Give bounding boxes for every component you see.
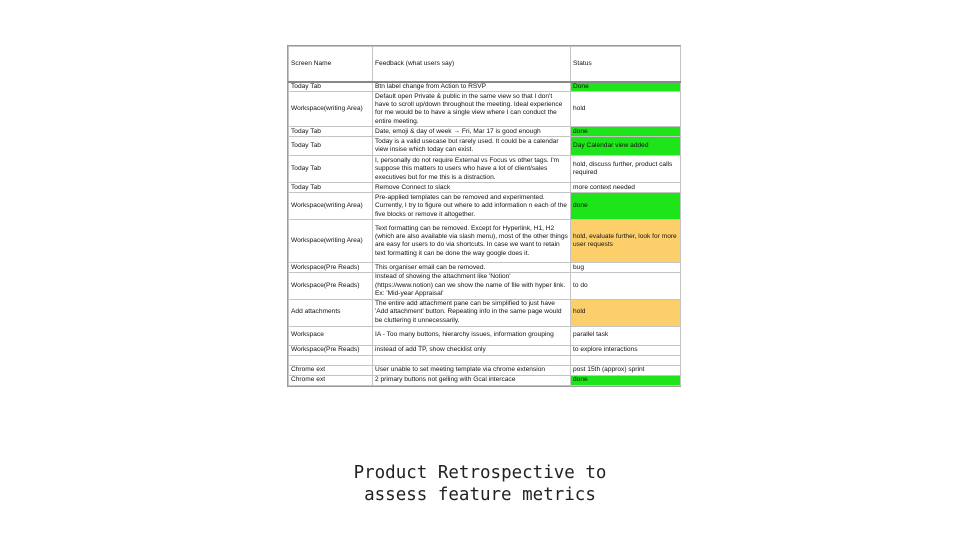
cell-status [571, 355, 681, 365]
cell-screen-name: Chrome ext [289, 365, 373, 375]
cell-feedback [373, 355, 571, 365]
cell-screen-name: Today Tab [289, 156, 373, 183]
cell-feedback: Pre-applied templates can be removed and experimented. Currently, I try to figure out where to add information n each of the five blocks or remove it altogether. [373, 193, 571, 220]
cell-screen-name: Workspace [289, 326, 373, 345]
cell-screen-name: Chrome ext [289, 375, 373, 385]
cell-screen-name: Workspace(Pre Reads) [289, 263, 373, 273]
cell-feedback: I, personally do not require External vs Focus vs other tags. I'm suppose this matters to users who have a lot of client/sales executives but for me this is a distraction. [373, 156, 571, 183]
cell-status: to explore interactions [571, 345, 681, 355]
cell-status: Day Calendar view added [571, 137, 681, 156]
cell-feedback: Text formatting can be removed. Except for Hyperlink, H1, H2 (which are also available via slash menu), most of the other things are easy for users to do via shortcuts. In case we want to retain text formatting it can be done the way google does it. [373, 220, 571, 263]
cell-screen-name: Workspace(writing Area) [289, 220, 373, 263]
cell-status: more context needed [571, 183, 681, 193]
cell-screen-name: Workspace(writing Area) [289, 92, 373, 127]
table-row [289, 365, 681, 375]
cell-screen-name: Workspace(Pre Reads) [289, 345, 373, 355]
cell-feedback: IA - Too many buttons, hierarchy issues, information grouping [373, 326, 571, 345]
cell-screen-name: Today Tab [289, 183, 373, 193]
cell-status: hold [571, 299, 681, 326]
slide-caption [0, 462, 960, 506]
cell-screen-name: Add attachments [289, 299, 373, 326]
cell-screen-name: Today Tab [289, 82, 373, 92]
cell-feedback: Default open Private & public in the same view so that I don't have to scroll up/down throughout the meeting. Ideal experience for me would be to have a single view where I can conduct the entire meeting. [373, 92, 571, 127]
table-header-row [289, 47, 681, 83]
cell-feedback: Remove Connect to slack [373, 183, 571, 193]
header-feedback: Feedback (what users say) [373, 47, 571, 83]
cell-feedback: User unable to set meeting template via chrome extension [373, 365, 571, 375]
table-row [289, 220, 681, 263]
cell-screen-name: Workspace(Pre Reads) [289, 273, 373, 299]
table-row [289, 273, 681, 299]
cell-feedback: The entire add attachment pane can be simplified to just have 'Add attachment' button. Repeating info in the same page would be cluttering it unnecessarily. [373, 299, 571, 326]
cell-status: post 15th (approx) sprint [571, 365, 681, 375]
cell-status: hold [571, 92, 681, 127]
cell-screen-name: Today Tab [289, 137, 373, 156]
cell-feedback: instead of add TP, show checklist only [373, 345, 571, 355]
table-row [289, 355, 681, 365]
caption-line-1: Product Retrospective to [353, 463, 607, 483]
header-status: Status [571, 47, 681, 83]
table-row [289, 137, 681, 156]
cell-status: to do [571, 273, 681, 299]
caption-line-2: assess feature metrics [364, 485, 596, 505]
table-row [289, 375, 681, 385]
table-row [289, 345, 681, 355]
table-row [289, 82, 681, 92]
cell-feedback: Instead of showing the attachment like 'Notion' (https://www.notion) can we show the name of file with hyper link. Ex: 'Mid-year Appraisal' [373, 273, 571, 299]
cell-screen-name [289, 355, 373, 365]
cell-feedback: Today is a valid usecase but rarely used. It could be a calendar view insise which today can exist. [373, 137, 571, 156]
table-row [289, 127, 681, 137]
table-row [289, 183, 681, 193]
table-row [289, 156, 681, 183]
cell-status: done [571, 375, 681, 385]
cell-feedback: 2 primary buttons not gelling with Gcal intercace [373, 375, 571, 385]
cell-feedback: Date, emoji & day of week → Fri, Mar 17 is good enough [373, 127, 571, 137]
cell-status: hold, evaluate further, look for more user requests [571, 220, 681, 263]
table-row [289, 326, 681, 345]
cell-feedback: Btn label change from Action to RSVP [373, 82, 571, 92]
table-row [289, 193, 681, 220]
feedback-table [288, 46, 681, 386]
cell-status: hold, discuss further, product calls required [571, 156, 681, 183]
table-row [289, 92, 681, 127]
feedback-table-screenshot [287, 45, 681, 387]
cell-status: done [571, 127, 681, 137]
cell-status: parallel task [571, 326, 681, 345]
cell-status: Done [571, 82, 681, 92]
table-row [289, 299, 681, 326]
cell-screen-name: Workspace(writing Area) [289, 193, 373, 220]
cell-screen-name: Today Tab [289, 127, 373, 137]
header-screen-name: Screen Name [289, 47, 373, 83]
cell-status: bug [571, 263, 681, 273]
table-row [289, 263, 681, 273]
cell-feedback: This organiser email can be removed. [373, 263, 571, 273]
cell-status: done [571, 193, 681, 220]
